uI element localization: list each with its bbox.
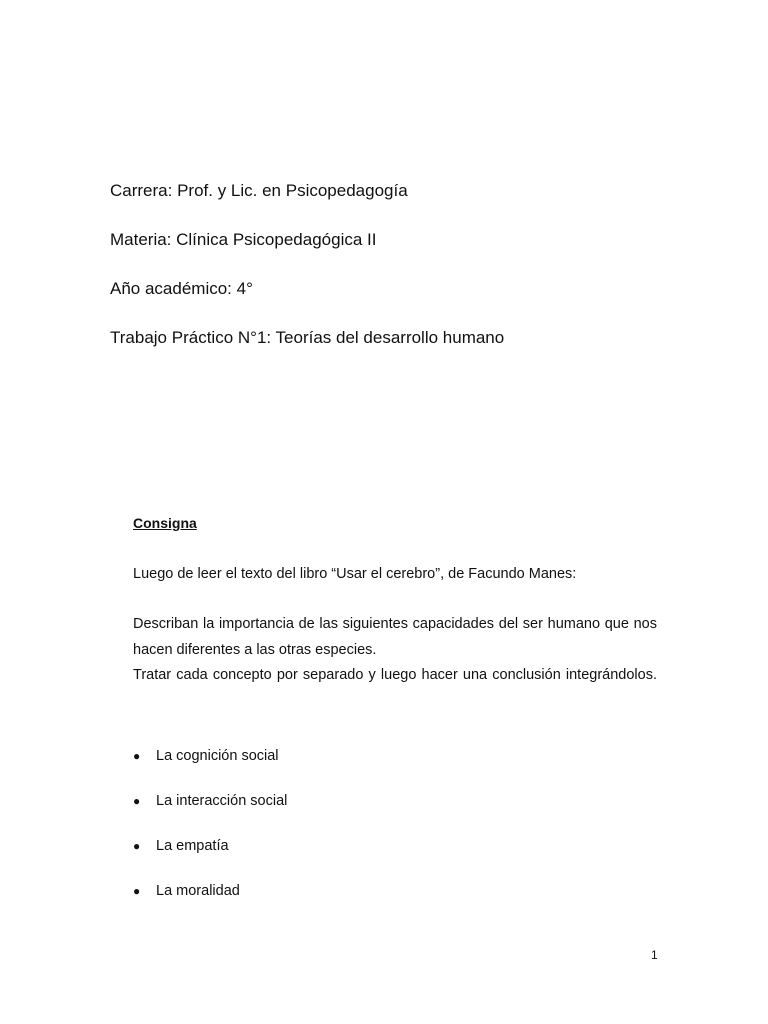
consigna-heading: Consigna <box>133 515 197 531</box>
bullet-icon: ● <box>133 749 141 763</box>
anio-academico-line: Año académico: 4° <box>110 279 253 298</box>
list-item <box>133 881 287 926</box>
list-item <box>133 746 287 791</box>
consigna-intro: Luego de leer el texto del libro “Usar el cerebro”, de Facundo Manes: <box>133 566 577 582</box>
capacities-list <box>133 746 287 926</box>
list-item-label: La cognición social <box>156 748 279 764</box>
list-item-label: La interacción social <box>156 793 288 809</box>
instructions-paragraph-2: Tratar cada concepto por separado y luego hacer una conclusión integrándolos. <box>133 667 657 683</box>
trabajo-practico-line: Trabajo Práctico N°1: Teorías del desarrollo humano <box>110 328 505 347</box>
bullet-icon: ● <box>133 794 141 808</box>
list-item <box>133 791 287 836</box>
bullet-icon: ● <box>133 839 141 853</box>
bullet-icon: ● <box>133 884 141 898</box>
list-item-label: La empatía <box>156 838 229 854</box>
consigna-instructions <box>133 612 657 689</box>
carrera-line: Carrera: Prof. y Lic. en Psicopedagogía <box>110 181 408 200</box>
list-item <box>133 836 287 881</box>
page-number: 1 <box>651 948 658 962</box>
list-item-label: La moralidad <box>156 883 240 899</box>
instructions-paragraph-1: Describan la importancia de las siguientes capacidades del ser humano que nos hacen diferentes a las otras especies. <box>133 616 657 658</box>
materia-line: Materia: Clínica Psicopedagógica II <box>110 230 377 249</box>
